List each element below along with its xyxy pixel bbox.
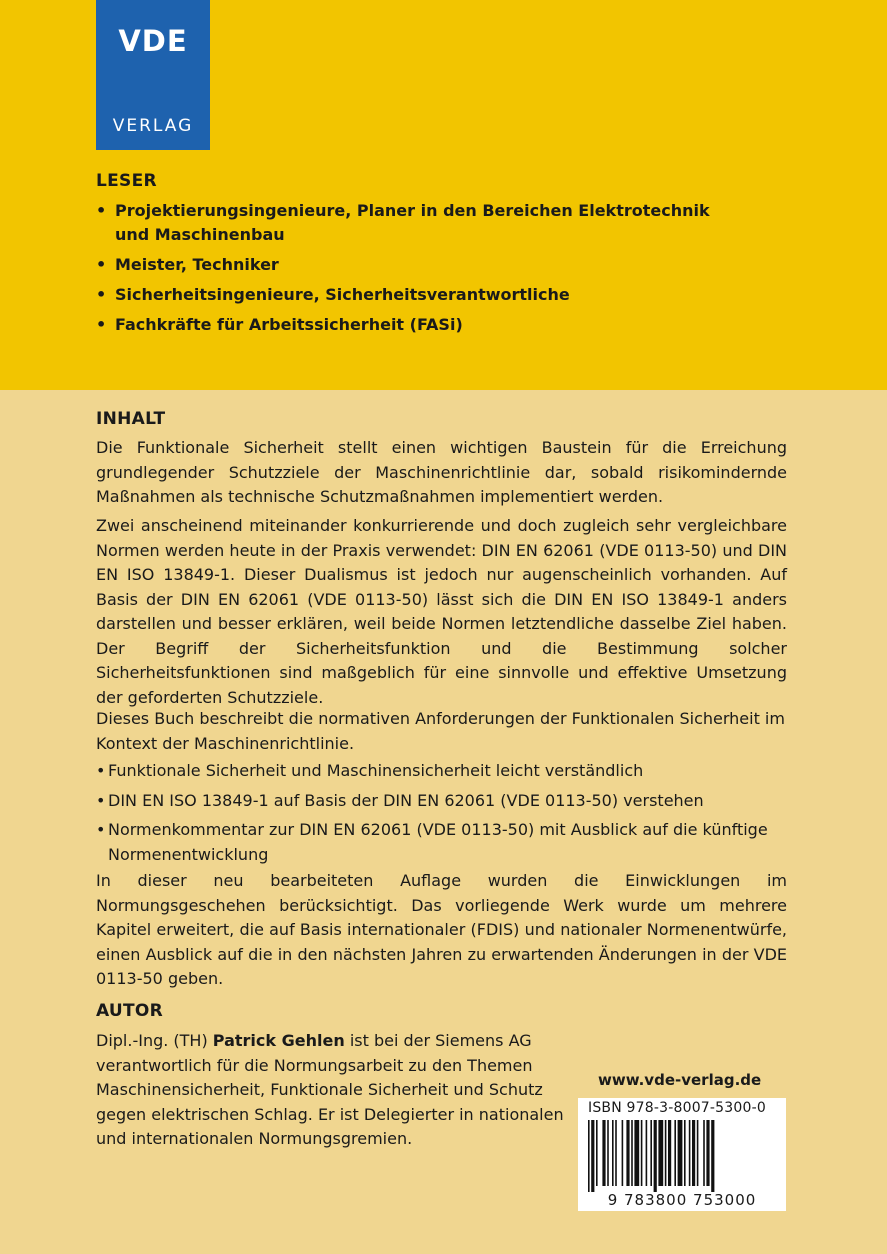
barcode-bar [674, 1120, 676, 1186]
autor-name: Patrick Gehlen [212, 1031, 345, 1050]
list-item: • Funktionale Sicherheit und Maschinensicherheit leicht verständlich [96, 759, 796, 784]
barcode-bar [641, 1120, 643, 1186]
inhalt-paragraph-3: Dieses Buch beschreibt die normativen Anforderungen der Funktionalen Sicherheit im Kontext der Maschinenrichtlinie. [96, 709, 785, 753]
autor-heading: AUTOR [96, 1001, 164, 1021]
list-item: • Fachkräfte für Arbeitssicherheit (FASi) [96, 313, 736, 337]
website-url[interactable]: www.vde-verlag.de [598, 1071, 762, 1089]
vde-verlag-logo [96, 0, 210, 150]
inhalt-bullets [96, 759, 796, 872]
list-item: • DIN EN ISO 13849-1 auf Basis der DIN EN 62061 (VDE 0113-50) verstehen [96, 789, 796, 814]
autor-text [96, 1029, 566, 1152]
barcode-bar [668, 1120, 671, 1186]
autor-bio: ist bei der Siemens AG verantwortlich für die Normungsarbeit zu den Themen Maschinensicherheit, Funktionale Sicherheit und Schutz gegen elektrischen Schlag. Er ist Delegierter in nationalen und internationalen Normungsgremien. [96, 1031, 564, 1148]
barcode-bar [658, 1120, 663, 1186]
autor-title: Dipl.-Ing. (TH) [96, 1031, 208, 1050]
barcode-bar [711, 1120, 714, 1192]
list-item: • Normenkommentar zur DIN EN 62061 (VDE 0113-50) mit Ausblick auf die künftige Normenentwicklung [96, 818, 796, 867]
barcode-bar [631, 1120, 633, 1186]
barcode-icon [582, 1120, 782, 1192]
barcode-bar [602, 1120, 605, 1186]
barcode-bar [626, 1120, 629, 1186]
barcode-bar [706, 1120, 709, 1186]
logo-brand: VDE [118, 24, 188, 58]
list-item: • Meister, Techniker [96, 253, 736, 277]
barcode-bar [634, 1120, 639, 1186]
inhalt-paragraph-1: Die Funktionale Sicherheit stellt einen wichtigen Baustein für die Erreichung grundlegender Schutzziele der Maschinenrichtlinie dar, sobald risikomindernde Maßnahmen als technische Schutzmaßnahmen implementiert werden. [96, 438, 787, 506]
list-item: • Projektierungsingenieure, Planer in den Bereichen Elektrotechnik und Maschinenbau [96, 199, 736, 247]
leser-list [96, 199, 736, 343]
barcode-bar [697, 1120, 699, 1186]
inhalt-paragraph-4: In dieser neu bearbeiteten Auflage wurden die Einwicklungen im Normungsgeschehen berücksichtigt. Das vorliegende Werk wurde um mehrere Kapitel erweitert, die auf Basis internationaler (FDIS) und nationaler Normenentwürfe, einen Ausblick auf die in den nächsten Jahren zu erwartenden Änderungen in der VDE 0113-50 geben. [96, 871, 787, 988]
barcode-bar [622, 1120, 624, 1186]
barcode-bar [596, 1120, 598, 1186]
barcode-bar [607, 1120, 609, 1186]
barcode-bar [654, 1120, 657, 1192]
isbn-barcode [578, 1098, 786, 1211]
barcode-bar [646, 1120, 648, 1186]
leser-heading: LESER [96, 171, 157, 191]
barcode-bar [665, 1120, 667, 1186]
logo-sub: VERLAG [112, 116, 194, 136]
barcode-bar [615, 1120, 617, 1186]
barcode-bar [684, 1120, 686, 1186]
inhalt-paragraph-2: Zwei anscheinend miteinander konkurrierende und doch zugleich sehr vergleichbare Normen werden heute in der Praxis verwendet: DIN EN 62061 (VDE 0113-50) und DIN EN ISO 13849-1. Dieser Dualismus ist jedoch nur augenscheinlich vorhanden. Auf Basis der DIN EN 62061 (VDE 0113-50) lässt sich die DIN EN ISO 13849-1 anders darstellen und besser erklären, weil beide Normen letztendliche dasselbe Ziel haben. Der Begriff der Sicherheitsfunktion und die Bestimmung solcher Sicherheitsfunktionen sind maßgeblich für eine sinnvolle und effektive Umsetzung der geforderten Schutzziele. [96, 516, 787, 707]
barcode-bar [591, 1120, 594, 1192]
barcode-bar [689, 1120, 691, 1186]
barcode-bar [612, 1120, 614, 1186]
list-item: • Sicherheitsingenieure, Sicherheitsverantwortliche [96, 283, 736, 307]
barcode-bar [703, 1120, 705, 1186]
isbn-label: ISBN 978-3-8007-5300-0 [588, 1100, 766, 1116]
barcode-bar [650, 1120, 652, 1186]
barcode-bar [692, 1120, 695, 1186]
inhalt-heading: INHALT [96, 409, 166, 429]
barcode-bar [678, 1120, 683, 1186]
barcode-bar [588, 1120, 590, 1192]
barcode-digits: 9 783800 753000 [607, 1191, 757, 1209]
